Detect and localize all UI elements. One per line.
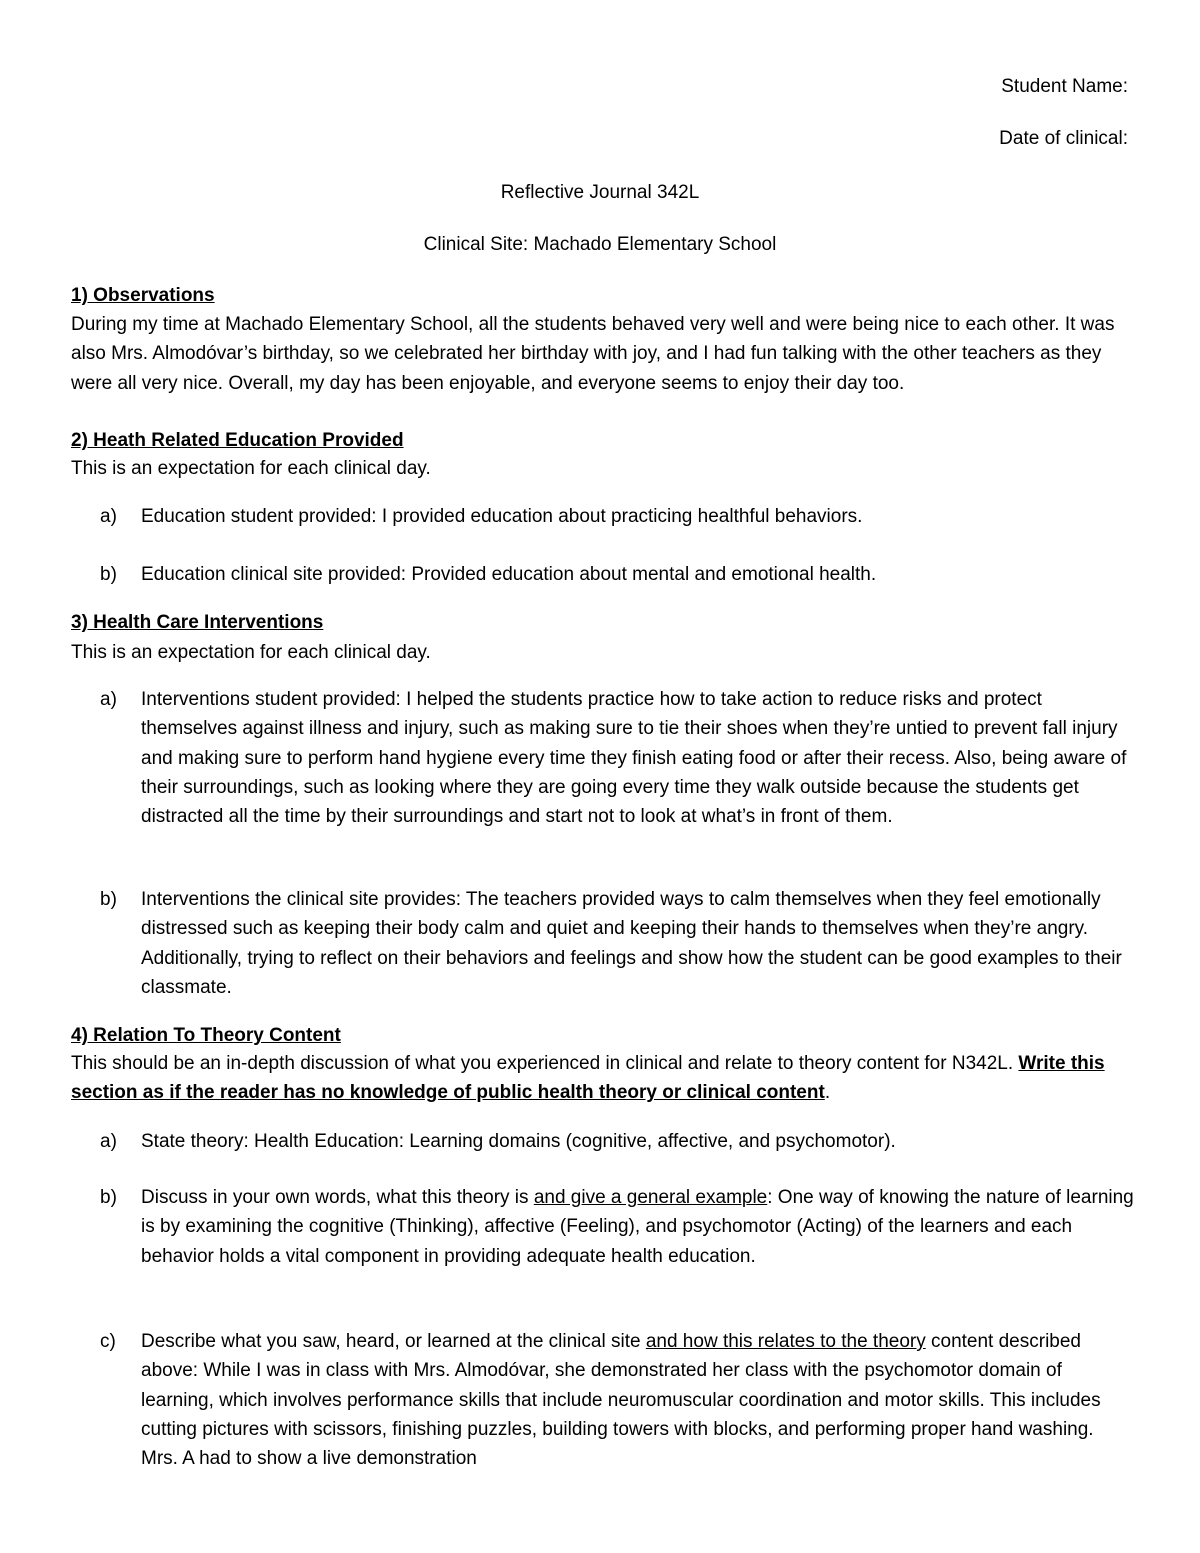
student-name-label: Student Name: [1001, 76, 1128, 97]
list-marker: b) [100, 889, 117, 910]
interventions-item-a [100, 685, 1135, 831]
theory-item-c [100, 1327, 1135, 1473]
observations-heading: 1) Observations [71, 285, 215, 306]
theory-item-b [100, 1183, 1135, 1271]
list-marker: b) [100, 1187, 117, 1208]
interventions-intro: This is an expectation for each clinical day. [71, 642, 431, 663]
education-item-a [100, 502, 1135, 531]
theory-describe-rest: content described above: While I was in class with Mrs. Almodóvar, she demonstrated her class with the psychomotor domain of learning, which involves performance skills that include neuromuscular coordination and motor skills. This includes cutting pictures with scissors, finishing puzzles, building towers with blocks, and performing proper hand washing. Mrs. A had to show a live demonstration [141, 1331, 1101, 1470]
list-marker: b) [100, 564, 117, 585]
list-marker: c) [100, 1331, 116, 1352]
theory-describe-underlined: and how this relates to the theory [645, 1331, 926, 1352]
document-title: Reflective Journal 342L [500, 182, 700, 203]
theory-intro-plain: This should be an in-depth discussion of what you experienced in clinical and relate to theory content for N342L. [71, 1053, 1014, 1074]
interventions-site-text: Interventions the clinical site provides: The teachers provided ways to calm themselves when they feel emotionally distressed such as keeping their body calm and quiet and keeping their hands to themselves when they’re angry. Additionally, trying to reflect on their behaviors and feelings and show how the student can be good examples to their classmate. [141, 889, 1122, 998]
interventions-heading: 3) Health Care Interventions [71, 612, 324, 633]
list-marker: a) [100, 1131, 117, 1152]
interventions-item-b [100, 885, 1135, 1002]
education-site-text: Education clinical site provided: Provided education about mental and emotional health. [141, 564, 877, 585]
theory-state-text: State theory: Health Education: Learning domains (cognitive, affective, and psychomotor). [141, 1131, 896, 1152]
theory-discuss-rest: : One way of knowing the nature of learning is by examining the cognitive (Thinking), affective (Feeling), and psychomotor (Acting) of the learners and each behavior holds a vital component in providing adequate health education. [141, 1187, 1134, 1267]
theory-intro-end: . [824, 1082, 831, 1104]
education-heading: 2) Heath Related Education Provided [71, 430, 404, 451]
education-student-text: Education student provided: I provided education about practicing healthful behaviors. [141, 506, 863, 527]
observations-text: During my time at Machado Elementary School, all the students behaved very well and were being nice to each other. It was also Mrs. Almodóvar’s birthday, so we celebrated her birthday with joy, and I had fun talking with the other teachers as they were all very nice. Overall, my day has been enjoyable, and everyone seems to enjoy their day too. [71, 314, 1115, 394]
theory-intro [71, 1049, 1131, 1108]
theory-heading: 4) Relation To Theory Content [71, 1025, 341, 1046]
theory-discuss-prefix: Discuss in your own words, what this theory is [141, 1187, 534, 1208]
clinical-site: Clinical Site: Machado Elementary School [423, 234, 777, 255]
theory-describe-text [141, 1327, 1135, 1473]
interventions-student-text: Interventions student provided: I helped the students practice how to take action to reduce risks and protect themselves against illness and injury, such as making sure to tie their shoes when they’re untied to prevent fall injury and making sure to perform hand hygiene every time they finish eating food or after their recess. Also, being aware of their surroundings, such as looking where they are going every time they walk outside because the students get distracted all the time by their surroundings and start not to look at what’s in front of them. [141, 689, 1127, 828]
theory-discuss-text [141, 1183, 1135, 1271]
theory-item-a [100, 1127, 1135, 1156]
theory-discuss-underlined: and give a general example [533, 1187, 768, 1208]
list-marker: a) [100, 689, 117, 710]
education-item-b [100, 560, 1135, 589]
date-of-clinical-label: Date of clinical: [999, 128, 1128, 149]
theory-intro-emphasis: Write this section as if the reader has no knowledge of public health theory or clinical content [71, 1053, 1105, 1104]
list-marker: a) [100, 506, 117, 527]
education-intro: This is an expectation for each clinical day. [71, 458, 431, 479]
theory-describe-prefix: Describe what you saw, heard, or learned at the clinical site [141, 1331, 646, 1352]
